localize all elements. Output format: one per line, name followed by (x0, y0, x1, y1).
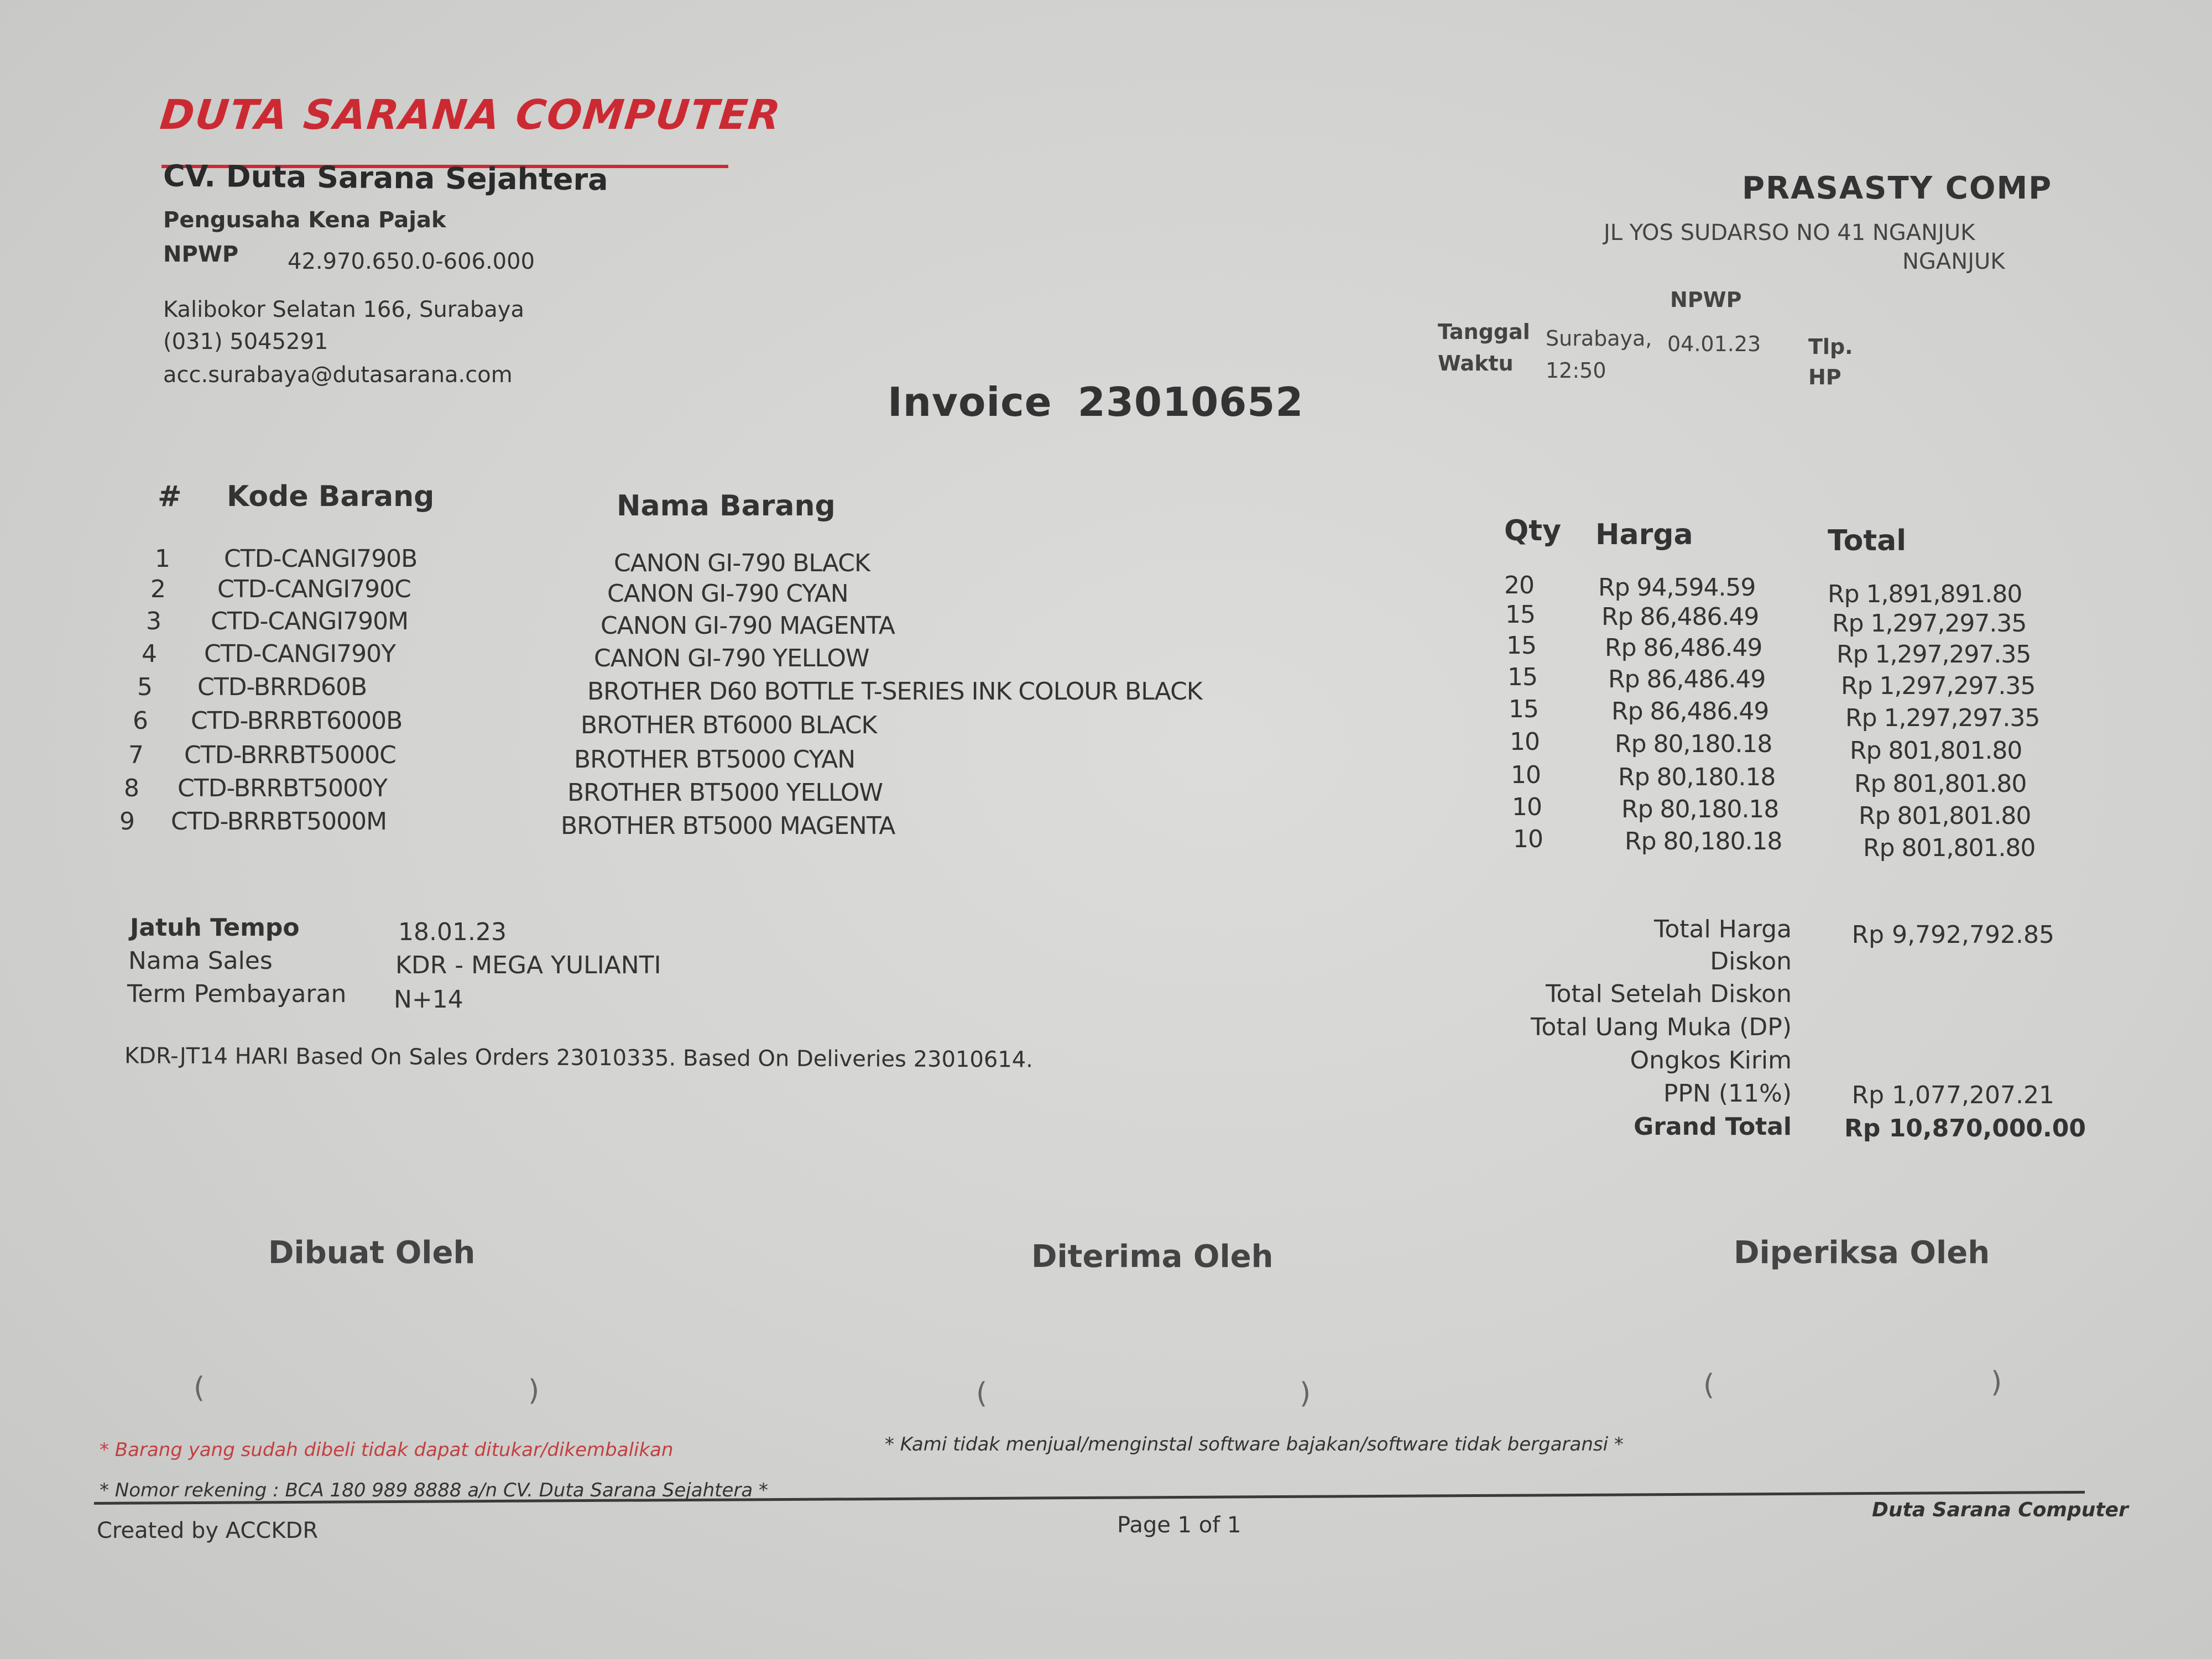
sign-paren-close-2: ) (1300, 1377, 1311, 1410)
col-header-qty: Qty (1504, 514, 1561, 547)
pkp-label: Pengusaha Kena Pajak (163, 207, 446, 233)
cell-harga: Rp 86,486.49 (1611, 697, 1769, 726)
ppn-label: PPN (11%) (1663, 1079, 1792, 1108)
tanggal-place: Surabaya, (1546, 326, 1652, 351)
cell-total: Rp 801,801.80 (1859, 802, 2031, 830)
cell-total: Rp 1,297,297.35 (1845, 704, 2040, 732)
col-header-kode: Kode Barang (227, 480, 435, 513)
waktu-label: Waktu (1438, 351, 1514, 375)
customer-address-1: JL YOS SUDARSO NO 41 NGANJUK (1604, 220, 1975, 246)
cell-nama: CANON GI-790 MAGENTA (601, 612, 895, 640)
company-logo: DUTA SARANA COMPUTER (158, 91, 784, 139)
sign-paren-open-3: ( (1703, 1369, 1715, 1402)
bank-account-note: * Nomor rekening : BCA 180 989 8888 a/n CV. Duta Sarana Sejahtera * (100, 1479, 769, 1501)
cell-nama: BROTHER BT6000 BLACK (581, 711, 877, 739)
diterima-oleh-label: Diterima Oleh (1031, 1239, 1274, 1275)
cell-qty: 20 (1504, 571, 1534, 599)
created-by: Created by ACCKDR (97, 1518, 319, 1543)
page-indicator: Page 1 of 1 (1117, 1512, 1241, 1538)
cell-qty: 10 (1511, 761, 1541, 789)
diskon-label: Diskon (1710, 947, 1792, 975)
cell-kode: CTD-BRRBT5000M (171, 807, 387, 836)
cell-total: Rp 1,297,297.35 (1837, 640, 2031, 669)
grand-total-value: Rp 10,870,000.00 (1844, 1114, 2086, 1142)
customer-address-2: NGANJUK (1902, 249, 2005, 274)
sign-paren-open-1: ( (194, 1371, 205, 1405)
col-header-nama: Nama Barang (617, 489, 836, 523)
hp-label: HP (1808, 365, 1841, 389)
cell-nama: BROTHER D60 BOTTLE T-SERIES INK COLOUR BLACK (587, 677, 1202, 706)
sales-label: Nama Sales (128, 947, 273, 975)
uang-muka-label: Total Uang Muka (DP) (1531, 1013, 1792, 1041)
cell-total: Rp 1,297,297.35 (1841, 672, 2036, 700)
cell-nama: CANON GI-790 BLACK (614, 549, 870, 577)
cell-qty: 15 (1505, 601, 1535, 629)
cell-no: 9 (119, 807, 134, 836)
cell-qty: 10 (1512, 793, 1542, 821)
invoice-number: 23010652 (1077, 379, 1304, 425)
jatuh-tempo-label: Jatuh Tempo (130, 914, 300, 942)
cell-harga: Rp 86,486.49 (1608, 665, 1766, 693)
cell-harga: Rp 86,486.49 (1605, 634, 1762, 662)
cell-nama: BROTHER BT5000 CYAN (574, 745, 855, 774)
invoice-note: KDR-JT14 HARI Based On Sales Orders 23010335. Based On Deliveries 23010614. (124, 1043, 1034, 1073)
invoice-title (888, 379, 1304, 425)
cell-total: Rp 801,801.80 (1863, 834, 2036, 862)
dibuat-oleh-label: Dibuat Oleh (268, 1235, 476, 1271)
col-header-no: # (158, 480, 182, 513)
seller-email: acc.surabaya@dutasarana.com (163, 362, 513, 388)
tanggal-label: Tanggal (1438, 320, 1530, 344)
cell-total: Rp 801,801.80 (1854, 770, 2027, 798)
sign-paren-close-3: ) (1991, 1366, 2002, 1399)
cell-total: Rp 1,297,297.35 (1832, 609, 2027, 638)
col-header-harga: Harga (1595, 518, 1693, 551)
customer-name: PRASASTY COMP (1742, 170, 2053, 206)
cell-kode: CTD-BRRBT5000C (184, 741, 396, 769)
cell-nama: CANON GI-790 YELLOW (594, 644, 869, 672)
software-note: * Kami tidak menjual/menginstal software bajakan/software tidak bergaransi * (885, 1433, 1624, 1455)
cell-kode: CTD-BRRD60B (197, 673, 367, 701)
setelah-diskon-label: Total Setelah Diskon (1546, 980, 1792, 1008)
seller-address: Kalibokor Selatan 166, Surabaya (163, 297, 524, 322)
cell-kode: CTD-BRRBT6000B (191, 707, 403, 735)
npwp-label: NPWP (163, 242, 239, 267)
term-value: N+14 (394, 985, 463, 1014)
cell-no: 7 (128, 741, 143, 769)
cell-nama: BROTHER BT5000 MAGENTA (561, 812, 895, 840)
cell-qty: 10 (1513, 825, 1543, 853)
cell-harga: Rp 86,486.49 (1601, 603, 1759, 631)
cell-harga: Rp 80,180.18 (1615, 730, 1772, 758)
total-harga-label: Total Harga (1653, 915, 1792, 943)
npwp-value: 42.970.650.0-606.000 (288, 249, 535, 274)
cell-harga: Rp 94,594.59 (1598, 573, 1756, 602)
sign-paren-open-2: ( (976, 1377, 988, 1410)
cell-harga: Rp 80,180.18 (1621, 795, 1779, 823)
term-label: Term Pembayaran (127, 980, 347, 1008)
cell-qty: 15 (1509, 695, 1538, 723)
cell-no: 5 (137, 673, 152, 701)
cell-nama: CANON GI-790 CYAN (607, 580, 848, 608)
sign-paren-close-1: ) (528, 1374, 540, 1407)
tlp-label: Tlp. (1808, 335, 1853, 359)
waktu-value: 12:50 (1546, 358, 1606, 383)
cell-harga: Rp 80,180.18 (1618, 763, 1776, 791)
cell-no: 8 (124, 774, 139, 802)
cell-harga: Rp 80,180.18 (1625, 827, 1782, 855)
cell-no: 6 (133, 707, 148, 735)
tanggal-value: 04.01.23 (1667, 332, 1761, 356)
diperiksa-oleh-label: Diperiksa Oleh (1734, 1235, 1990, 1271)
cell-kode: CTD-CANGI790C (217, 575, 411, 603)
col-header-total: Total (1828, 524, 1907, 557)
ongkos-label: Ongkos Kirim (1630, 1046, 1792, 1074)
cell-no: 1 (155, 545, 170, 573)
footer-brand: Duta Sarana Computer (1872, 1499, 2128, 1521)
company-name: CV. Duta Sarana Sejahtera (163, 158, 608, 197)
cell-kode: CTD-CANGI790B (224, 545, 418, 573)
cell-no: 4 (142, 640, 156, 668)
cell-no: 2 (150, 575, 165, 603)
no-return-warning: * Barang yang sudah dibeli tidak dapat ditukar/dikembalikan (100, 1439, 674, 1461)
cell-qty: 10 (1510, 728, 1540, 756)
cell-total: Rp 801,801.80 (1850, 737, 2022, 765)
cell-no: 3 (146, 607, 161, 635)
cell-qty: 15 (1507, 663, 1537, 691)
invoice-label: Invoice (888, 379, 1052, 425)
ppn-value: Rp 1,077,207.21 (1851, 1081, 2054, 1109)
total-harga-value: Rp 9,792,792.85 (1851, 921, 2054, 949)
cell-kode: CTD-CANGI790M (211, 607, 409, 635)
cell-kode: CTD-BRRBT5000Y (178, 774, 388, 802)
cell-kode: CTD-CANGI790Y (204, 640, 396, 668)
grand-total-label: Grand Total (1634, 1113, 1792, 1141)
cell-nama: BROTHER BT5000 YELLOW (567, 779, 883, 807)
customer-npwp-label: NPWP (1670, 288, 1742, 312)
cell-qty: 15 (1506, 632, 1536, 660)
jatuh-tempo-value: 18.01.23 (398, 918, 507, 946)
cell-total: Rp 1,891,891.80 (1828, 580, 2022, 608)
sales-value: KDR - MEGA YULIANTI (395, 951, 661, 979)
seller-phone: (031) 5045291 (163, 329, 328, 354)
